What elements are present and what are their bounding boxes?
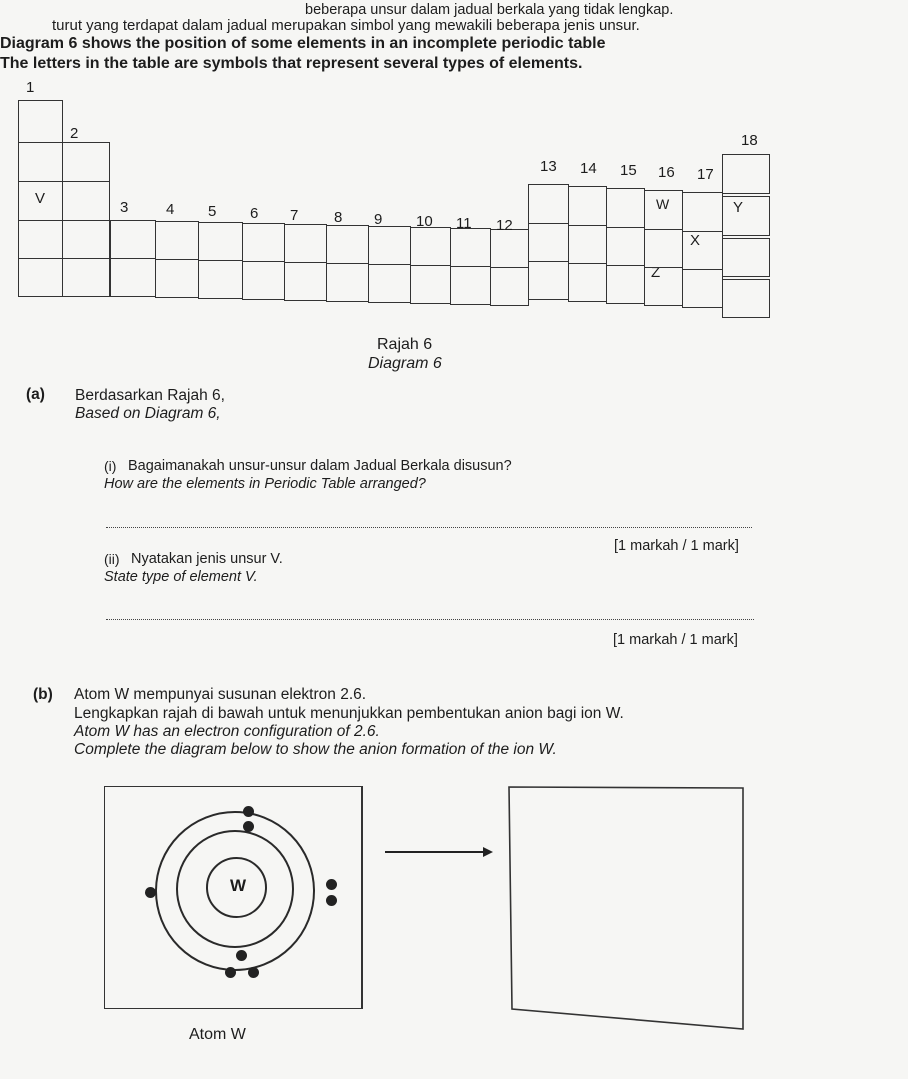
intro-line-2: turut yang terdapat dalam jadual merupakan simbol yang mewakili beberapa jenis unsur. (52, 17, 640, 34)
caption-malay: Rajah 6 (377, 336, 433, 353)
table-cell (682, 192, 723, 232)
q2-answer-line[interactable] (106, 619, 754, 620)
caption-english: Diagram 6 (368, 355, 442, 372)
q1-number: (i) (104, 458, 117, 474)
table-cell (722, 196, 770, 236)
table-cell (326, 225, 369, 264)
table-cell (284, 224, 327, 263)
part-b-line-1: Atom W mempunyai susunan elektron 2.6. (74, 686, 367, 703)
electron (145, 887, 156, 898)
atom-caption: Atom W (189, 1026, 246, 1043)
table-cell (18, 181, 63, 221)
table-cell (450, 228, 491, 267)
part-a-lead-malay: Berdasarkan Rajah 6, (75, 387, 225, 404)
q2-number: (ii) (104, 551, 120, 567)
table-cell (490, 267, 529, 306)
part-b-label: (b) (33, 686, 53, 703)
element-w: W (656, 196, 670, 212)
table-cell (490, 229, 529, 268)
group-label: 14 (580, 160, 597, 177)
q1-text-english: How are the elements in Periodic Table arranged? (104, 476, 426, 492)
table-cell (606, 188, 645, 228)
electron (236, 950, 247, 961)
table-cell (326, 263, 369, 302)
element-z: Z (651, 264, 661, 281)
element-x: X (690, 232, 701, 249)
group-label: 13 (540, 158, 557, 175)
periodic-table (0, 0, 908, 340)
table-cell (62, 181, 110, 221)
table-cell (528, 261, 569, 300)
part-a-lead-english: Based on Diagram 6, (75, 405, 221, 422)
table-cell (18, 220, 63, 259)
table-cell (368, 226, 411, 265)
intro-line-1: beberapa unsur dalam jadual berkala yang tidak lengkap. (305, 2, 674, 18)
table-cell (644, 190, 683, 230)
table-cell (606, 265, 645, 304)
electron (248, 967, 259, 978)
intro-line-3: Diagram 6 shows the position of some elements in an incomplete periodic table (0, 35, 606, 52)
group-label: 16 (658, 164, 675, 181)
nucleus-label: W (230, 876, 247, 895)
intro-line-4: The letters in the table are symbols that represent several types of elements. (0, 55, 583, 72)
q1-text-malay: Bagaimanakah unsur-unsur dalam Jadual Berkala disusun? (128, 458, 512, 474)
table-cell (644, 267, 683, 306)
table-cell (110, 258, 156, 297)
group-label: 15 (620, 162, 637, 179)
group-label: 8 (334, 209, 343, 226)
table-cell (528, 223, 569, 262)
table-cell (568, 186, 607, 226)
table-cell (722, 154, 770, 194)
electron (225, 967, 236, 978)
table-cell (242, 261, 285, 300)
table-cell (62, 220, 110, 259)
element-v: V (35, 190, 46, 207)
group-label: 12 (496, 217, 513, 234)
table-cell (644, 229, 683, 268)
group-1-label: 1 (26, 79, 35, 96)
q1-marks: [1 markah / 1 mark] (614, 538, 739, 554)
table-cell (722, 238, 770, 277)
table-cell (62, 258, 110, 297)
table-cell (606, 227, 645, 266)
part-b-line-3: Atom W has an electron configuration of 2.6. (74, 723, 380, 740)
table-cell (198, 222, 243, 261)
table-cell (410, 265, 451, 304)
q2-text-english: State type of element V. (104, 569, 258, 585)
electron (326, 879, 337, 890)
group-label: 4 (166, 201, 175, 218)
table-cell (450, 266, 491, 305)
group-label: 6 (250, 205, 259, 222)
table-cell (284, 262, 327, 301)
group-label: 11 (456, 215, 472, 232)
part-a-label: (a) (26, 386, 45, 403)
table-cell (155, 221, 199, 260)
group-18-label: 18 (741, 132, 758, 149)
table-cell (528, 184, 569, 224)
table-cell (18, 142, 63, 182)
electron (243, 806, 254, 817)
q2-marks: [1 markah / 1 mark] (613, 632, 738, 648)
part-b-line-2: Lengkapkan rajah di bawah untuk menunjukkan pembentukan anion bagi ion W. (74, 705, 624, 722)
ion-answer-box[interactable] (505, 783, 750, 1033)
group-2-label: 2 (70, 125, 79, 142)
table-cell (682, 231, 723, 270)
group-label: 3 (120, 199, 129, 216)
table-cell (110, 220, 156, 259)
table-cell (722, 279, 770, 318)
group-label: 10 (416, 213, 433, 230)
part-b-line-4: Complete the diagram below to show the anion formation of the ion W. (74, 741, 557, 758)
group-label: 7 (290, 207, 299, 224)
table-cell (568, 225, 607, 264)
electron (243, 821, 254, 832)
table-cell (198, 260, 243, 299)
electron (326, 895, 337, 906)
reaction-arrow-icon (385, 845, 495, 859)
table-cell (368, 264, 411, 303)
group-label: 5 (208, 203, 217, 220)
table-cell (242, 223, 285, 262)
q2-text-malay: Nyatakan jenis unsur V. (131, 551, 283, 567)
table-cell (682, 269, 723, 308)
group-label: 17 (697, 166, 714, 183)
table-cell (568, 263, 607, 302)
table-cell (62, 142, 110, 182)
group-label: 9 (374, 211, 383, 228)
table-cell (18, 258, 63, 297)
q1-answer-line[interactable] (106, 527, 752, 528)
table-cell (155, 259, 199, 298)
table-cell (18, 100, 63, 143)
table-cell (410, 227, 451, 266)
element-y: Y (733, 199, 744, 216)
